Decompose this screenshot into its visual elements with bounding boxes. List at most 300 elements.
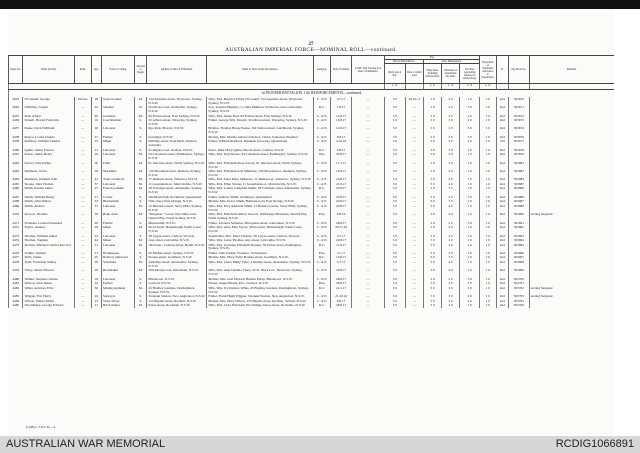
cell-allotment: 4 0 <box>441 261 460 269</box>
cell-net-rate: 2 0 <box>460 200 480 205</box>
cell-religion: R.C. <box>313 256 331 261</box>
cell-regtl-no: 4477 <box>9 256 23 261</box>
header-age: Age. <box>91 56 101 84</box>
cell-regtl-no: 4476 <box>9 252 23 257</box>
cell-next-of-kin: Mother, Mrs. Mary Tully, Bourke-street, Goulburn, N.S.W. <box>207 256 313 261</box>
cell-daily-rate: 5 0 <box>385 226 406 234</box>
cell-address: "Kingston," Lower Wycombe-road, Neutral Bay, North Sydney, N.S.W. <box>147 213 207 221</box>
cell-trade: Farmer <box>101 282 134 287</box>
cell-date-paid: — <box>405 243 424 251</box>
table-row <box>9 287 615 295</box>
cell-date-joining: 22.1.17 <box>331 287 352 295</box>
cell-age: 37 <box>91 205 101 213</box>
cell-date-joining: 20.8.17 <box>331 269 352 277</box>
cell-next-of-kin: Father, George Wm. Parnell, 32 Albion-street, Waverley, Sydney, N.S.W. <box>207 119 313 127</box>
cell-married: S. <box>135 299 147 304</box>
cell-separation: 1 0 <box>480 170 497 178</box>
cell-pay-book: 303684 <box>509 178 530 183</box>
header-religion: Religion. <box>313 56 331 84</box>
cell-religion: C. of E. <box>313 178 331 183</box>
cell-net-rate: 2 0 <box>460 187 480 195</box>
cell-address: 12 Beaufort-street, Surry Hills, Sydney, N.S.W. <box>147 205 207 213</box>
cell-age: 19 <box>91 119 101 127</box>
cell-allotment: 3 0 <box>441 187 460 195</box>
cell-name: Quinn, James Francis <box>23 148 75 153</box>
cell-net-rate: 2 0 <box>460 119 480 127</box>
cell-separation: 1 0 <box>480 269 497 277</box>
cell-date-paid: — <box>405 170 424 178</box>
table-row <box>9 187 615 195</box>
cell-age: 24 <box>91 282 101 287</box>
cell-amf-unit: — <box>351 148 384 153</box>
cell-name: Thomas, Stephen <box>23 239 75 244</box>
cell-next-of-kin: Father, William Pettiford, Dunkeen (Gowrie), Queensland <box>207 140 313 148</box>
cell-next-of-kin: Wife, Mrs. Elvy Adelaide Smith, 12 Beaufort-street, Surry Hills, Sydney, N.S.W. <box>207 205 313 213</box>
cell-daily-rate-after: 5 0 <box>424 234 442 239</box>
cell-daily-rate: 5 0 <box>385 287 406 295</box>
cell-rank: — <box>75 136 92 141</box>
cell-age: 21 <box>91 252 101 257</box>
cell-allotment: 4 0 <box>441 226 460 234</box>
cell-rank: — <box>75 239 92 244</box>
cell-regtl-no: 4455 <box>9 114 23 119</box>
cell-address: Taranaki Station, New Angledool, N.S.W. <box>148 294 206 299</box>
cell-married: M. <box>135 243 147 251</box>
cell-date-joining: 3.7.17 <box>331 261 352 269</box>
cell-separation: 1 0 <box>480 256 497 261</box>
cell-address: 269 Albany-road, Petersham, N.S.W. <box>147 269 207 277</box>
cell-regtl-no: 4468 <box>9 200 23 205</box>
cell-age: 26 <box>91 153 101 161</box>
cell-separation: 1 0 <box>480 261 497 269</box>
cell-religion: C. of E. <box>313 97 331 105</box>
header-regtl-no: Regtl. No. <box>9 56 23 84</box>
cell-rank: — <box>75 278 92 283</box>
cell-daily-rate: 5 0 <box>385 106 406 114</box>
cell-address: Northcote-road, Glebeville, Sydney, N.S.W. <box>147 106 207 114</box>
cell-allotment: 2 0 <box>441 221 460 226</box>
nominal-roll-table <box>8 55 614 308</box>
cell-address: 11 Greenlands-st., Marrickville, N.S.W. <box>147 183 207 188</box>
cell-date-joining: 28.8.17 <box>331 304 352 309</box>
cell-rank: — <box>75 178 92 183</box>
cell-allotment: 4 0 <box>441 170 460 178</box>
cell-class: 2nd <box>496 261 508 269</box>
cell-amf-unit: — <box>351 287 384 295</box>
cell-name: Stanislas, Leonard Kennard <box>23 221 75 226</box>
cell-next-of-kin: Mother, Mrs. Jane Monson Burkett Purdy, Blacktown, N.S.W. <box>207 278 313 283</box>
cell-pay-book: 303696 <box>509 252 530 257</box>
cell-allotment: 4 0 <box>441 304 460 309</box>
cell-religion: C. of E. <box>313 136 331 141</box>
cell-amf-unit: — <box>351 213 384 221</box>
cell-date-paid: — <box>405 282 424 287</box>
cell-class: 2nd <box>496 299 508 304</box>
cell-remarks <box>529 243 614 251</box>
cell-next-of-kin: Wife, Mrs. Beatrice Emily O'Connell, 132 Australia-street, Newtown, Sydney, N.S.W. <box>207 97 313 105</box>
cell-daily-rate-after: 5 0 <box>424 200 442 205</box>
cell-remarks <box>529 170 614 178</box>
cell-trade: Brick maker <box>101 304 134 309</box>
cell-daily-rate-after: 5 0 <box>424 97 442 105</box>
cell-amf-unit: — <box>351 153 384 161</box>
cell-regtl-no: 4469 <box>9 205 23 213</box>
cell-pay-book: 303686 <box>509 187 530 195</box>
cell-religion: R.C. <box>313 106 331 114</box>
cell-regtl-no: 4470 <box>9 213 23 221</box>
cell-trade: Bootmaker <box>101 269 134 277</box>
header-separation: Daily Rate of Separation Allowance to Dependants. <box>480 56 497 84</box>
cell-age: 21 <box>91 148 101 153</box>
cell-pay-book: 303688 <box>509 205 530 213</box>
cell-net-rate: 1 0 <box>460 213 480 221</box>
cell-married: M. <box>135 226 147 234</box>
cell-amf-unit: — <box>351 243 384 251</box>
cell-rank: — <box>75 148 92 153</box>
cell-regtl-no: 4482 <box>9 287 23 295</box>
cell-daily-rate-after: 5 0 <box>424 278 442 283</box>
cell-amf-unit: — <box>351 178 384 183</box>
cell-name: Tyler, Frederick Sidney <box>23 261 75 269</box>
cell-name: Smith, William Henry <box>23 196 75 201</box>
cell-religion: C. of E. <box>313 170 331 178</box>
cell-name: O'Malley, Joseph <box>23 106 75 114</box>
cell-amf-unit: — <box>351 187 384 195</box>
cell-pay-book: 303705 <box>509 299 530 304</box>
cell-allotment: 2 0 <box>441 106 460 114</box>
cell-date-joining: 16.8.17 <box>331 178 352 183</box>
cell-amf-unit: — <box>351 226 384 234</box>
cell-date-joining: 21.8.17 <box>331 183 352 188</box>
cell-pay-book: 303681 <box>509 161 530 169</box>
header-rank: Rank. <box>75 56 92 84</box>
cell-pay-book: 303695 <box>509 243 530 251</box>
cell-religion: C. of E. <box>313 196 331 201</box>
cell-religion: R.C. <box>313 304 331 309</box>
cell-age: 39 <box>91 170 101 178</box>
cell-trade: Bank clerk <box>101 213 134 221</box>
cell-date-paid: — <box>405 239 424 244</box>
cell-daily-rate: 5 0 <box>385 161 406 169</box>
cell-separation: 1 0 <box>480 119 497 127</box>
cell-separation: 1 0 <box>480 295 497 300</box>
cell-date-paid: — <box>405 278 424 283</box>
cell-class: 2nd <box>496 119 508 127</box>
cell-class: 2nd <box>496 304 508 309</box>
cell-address: 4 Dudley-street, Alexandria, Sydney, N.S.W. <box>147 261 207 269</box>
cell-date-paid: — <box>405 161 424 169</box>
cell-married: M. <box>135 261 147 269</box>
cell-age: 40 <box>91 114 101 119</box>
cell-class: 2nd <box>496 153 508 161</box>
cell-daily-rate-after: 5 0 <box>424 140 442 148</box>
cell-name: Wooldridge, George Edward <box>23 304 75 309</box>
cell-separation: 1 0 <box>480 178 497 183</box>
cell-rank: — <box>75 119 92 127</box>
cell-married: M. <box>135 304 147 309</box>
cell-trade: Labourer <box>101 148 134 153</box>
cell-address: Nile-street, East Orange, N.S.W. <box>147 200 207 205</box>
cell-allotment: 4 0 <box>441 153 460 161</box>
cell-rank: — <box>75 304 92 309</box>
cell-daily-rate: 5 0 <box>385 234 406 239</box>
cell-date-paid: — <box>405 261 424 269</box>
cell-rank: — <box>75 287 92 295</box>
cell-net-rate: 1 0 <box>460 153 480 161</box>
cell-allotment: 3 0 <box>441 119 460 127</box>
cell-allotment: 4 0 <box>441 239 460 244</box>
cell-class: 2nd <box>496 161 508 169</box>
cell-amf-unit: — <box>351 97 384 105</box>
cell-separation: 1 0 <box>480 183 497 188</box>
cell-daily-rate-after: 5 0 <box>424 299 442 304</box>
cell-name: Wiggan, Eric Harry <box>23 295 75 300</box>
cell-rank: — <box>75 226 92 234</box>
cell-allotment: 2 0 <box>441 127 460 135</box>
cell-age: 20 <box>91 221 101 226</box>
cell-amf-unit: — <box>351 196 384 201</box>
cell-married: M. <box>135 269 147 277</box>
cell-religion: C. of E. <box>313 295 331 300</box>
cell-trade: Labourer <box>101 278 134 283</box>
cell-trade: Machinist <box>101 170 134 178</box>
record-id: RCDIG1066891 <box>555 438 634 450</box>
cell-married: M. <box>135 287 147 295</box>
cell-trade: Gardener <box>101 114 134 119</box>
cell-separation: 1 0 <box>480 200 497 205</box>
cell-next-of-kin: Father, John Tonkin, Clarence, Swinseland <box>207 252 313 257</box>
cell-name: Smith, Andrew <box>23 205 75 213</box>
cell-class: 2nd <box>496 200 508 205</box>
cell-net-rate: 3 0 <box>460 136 480 141</box>
cell-daily-rate-after: 5 0 <box>424 252 442 257</box>
header-pay: Pay. <box>385 56 480 60</box>
cell-trade: Bookkeeper <box>101 252 134 257</box>
cell-daily-rate: 5 0 <box>385 119 406 127</box>
cell-net-rate: 3 0 <box>460 127 480 135</box>
cell-daily-rate: 5 0 <box>385 205 406 213</box>
cell-trade: Labourer <box>101 127 134 135</box>
cell-religion: C. of E. <box>313 278 331 283</box>
cell-date-joining: 16.8.17 <box>331 170 352 178</box>
cell-married: S. <box>135 234 147 239</box>
cell-married: S. <box>135 278 147 283</box>
cell-class: 2nd <box>496 170 508 178</box>
units-label: s. d. <box>480 84 497 90</box>
cell-amf-unit: — <box>351 221 384 226</box>
cell-name: Viney, Albert Edward <box>23 269 75 277</box>
cell-daily-rate: 5 0 <box>385 114 406 119</box>
cell-pay-book: 303678 <box>509 148 530 153</box>
cell-daily-rate-after: 5 0 <box>424 213 442 221</box>
cell-trade: Tram conductor <box>101 178 134 183</box>
cell-rank: — <box>75 269 92 277</box>
cell-age: 29 <box>91 269 101 277</box>
cell-date-paid: — <box>405 213 424 221</box>
cell-age: 44 <box>91 239 101 244</box>
cell-regtl-no: 4459 <box>9 140 23 148</box>
cell-next-of-kin: Wife, Mrs. Katy Rouse, 64 Caledonia-street, Paddington, Sydney, N.S.W. <box>207 153 313 161</box>
cell-married: M. <box>135 114 147 119</box>
cell-regtl-no: 4625 <box>9 97 23 105</box>
cell-trade: Labourer <box>101 243 134 251</box>
cell-religion: C. of E. <box>313 226 331 234</box>
cell-class: 2nd <box>496 213 508 221</box>
cell-next-of-kin: Wife, Mrs. Janet Mary Simmons, 17 Denison-st., Waterloo, Sydney, N.S.W. <box>207 178 313 183</box>
cell-date-paid: — <box>405 153 424 161</box>
cell-date-joining: 28.8.17 <box>331 282 352 287</box>
cell-date-joining: 14.8.17 <box>331 127 352 135</box>
cell-rank: — <box>75 106 92 114</box>
cell-age: 28 <box>91 97 101 105</box>
cell-address: 81 Junction-street, North Sydney, N.S.W. <box>147 161 207 169</box>
cell-class: 2nd <box>496 234 508 239</box>
cell-regtl-no: 4471 <box>9 221 23 226</box>
cell-regtl-no: 4478 <box>9 261 23 269</box>
cell-pay-book: 303693 <box>509 234 530 239</box>
header-daily-rate: Daily rate of Pay. <box>385 64 406 84</box>
cell-trade: Miner <box>101 226 134 234</box>
table-row <box>9 269 615 277</box>
cell-date-paid: — <box>405 256 424 261</box>
cell-class: 2nd <box>496 226 508 234</box>
cell-allotment: 3 0 <box>441 256 460 261</box>
cell-amf-unit: — <box>351 304 384 309</box>
cell-date-joining: 28.8.17 <box>331 278 352 283</box>
cell-date-paid: — <box>405 287 424 295</box>
cell-date-joining: 3.7.17 <box>331 234 352 239</box>
cell-age: 36 <box>91 161 101 169</box>
cell-date-paid: — <box>405 269 424 277</box>
cell-amf-unit: — <box>351 119 384 127</box>
cell-regtl-no: 4481 <box>9 282 23 287</box>
cell-daily-rate-after: 5 0 <box>424 196 442 201</box>
cell-date-joining: 20.8.17 <box>331 200 352 205</box>
cell-date-joining: 20.8.17 <box>331 187 352 195</box>
cell-married: M. <box>135 170 147 178</box>
cell-remarks <box>529 226 614 234</box>
cell-address: 38 Lygon-street, Carlton, Victoria <box>147 234 207 239</box>
header-allotment: Allotment to dependants per diem. <box>441 64 460 84</box>
cell-pay-book: 303689 <box>509 196 530 201</box>
cell-rank: — <box>75 200 92 205</box>
cell-daily-rate-after: 5 0 <box>424 136 442 141</box>
cell-amf-unit: — <box>351 136 384 141</box>
cell-address: 480 Hay-street, East Perth, Western Australia <box>147 140 207 148</box>
table-row <box>9 153 615 161</box>
cell-religion: R.C. <box>313 148 331 153</box>
cell-remarks <box>529 127 614 135</box>
cell-daily-rate-after: 5 0 <box>424 114 442 119</box>
cell-address: 84 Forbes-street, East Sydney, N.S.W. <box>147 114 207 119</box>
cell-net-rate: 1 0 <box>460 183 480 188</box>
cell-married: S. <box>135 136 147 141</box>
cell-allotment: 4 0 <box>441 183 460 188</box>
cell-separation: 1 0 <box>480 106 497 114</box>
cell-next-of-kin: Stepmother, Mrs. Mary Thomas, 38 Lygon-street, Carlton, Victoria <box>207 234 313 239</box>
header-daily-rate-after: Daily Rate, including Deferred Pay. <box>424 64 442 84</box>
cell-daily-rate: 5 0 <box>385 97 406 105</box>
cell-married: M. <box>135 187 147 195</box>
header-class: Cl. <box>496 56 508 84</box>
table-row <box>9 226 615 234</box>
cell-regtl-no: 4461 <box>9 153 23 161</box>
cell-amf-unit: — <box>351 278 384 283</box>
cell-married: S. <box>135 282 147 287</box>
cell-regtl-no: 4466 <box>9 187 23 195</box>
cell-daily-rate-after: 5 0 <box>424 304 442 309</box>
cell-daily-rate: 5 0 <box>385 256 406 261</box>
cell-date-paid: — <box>405 200 424 205</box>
table-row <box>9 205 615 213</box>
cell-name: Smith, Patrick James <box>23 187 75 195</box>
cell-amf-unit: — <box>351 106 384 114</box>
cell-separation: 1 0 <box>480 187 497 195</box>
table-row <box>9 161 615 169</box>
cell-date-paid: — <box>405 114 424 119</box>
cell-class: 2nd <box>496 252 508 257</box>
cell-date-paid: — <box>405 106 424 114</box>
cell-rank: — <box>75 213 92 221</box>
cell-net-rate: 3 0 <box>460 106 480 114</box>
cell-separation: 1 0 <box>480 226 497 234</box>
cell-next-of-kin: Wife, Mrs. Gertrude Elizabeth Tiernan, 78 Union-street, Paddington, Sydney, N.S.W. <box>207 243 313 251</box>
cell-regtl-no: 4467 <box>9 196 23 201</box>
cell-daily-rate-after: 5 0 <box>424 119 442 127</box>
cell-daily-rate: 5 0 <box>385 221 406 226</box>
cell-date-paid: — <box>405 187 424 195</box>
cell-pay-book: 303674 <box>509 127 530 135</box>
cell-net-rate: 2 0 <box>460 140 480 148</box>
cell-name: Walker, Stephen Charles <box>23 278 75 283</box>
cell-class: 2nd <box>496 183 508 188</box>
cell-name: Tully, James <box>23 256 75 261</box>
cell-religion: R.C. <box>313 187 331 195</box>
cell-daily-rate: 5 0 <box>385 200 406 205</box>
cell-daily-rate: 5 0 <box>385 127 406 135</box>
cell-amf-unit: — <box>351 256 384 261</box>
cell-pay-book: 303677 <box>509 140 530 148</box>
cell-trade: Fitter <box>101 161 134 169</box>
cell-date-joining: 4.7.17 <box>331 97 352 105</box>
cell-regtl-no: 4484 <box>9 299 23 304</box>
cell-married: S. <box>135 221 147 226</box>
scan-top-edge <box>0 0 640 9</box>
cell-age: 31 <box>91 243 101 251</box>
cell-address: Rye Park, Bowral, N.S.W. <box>147 127 207 135</box>
cell-trade: Miner <box>101 140 134 148</box>
cell-daily-rate: 5 0 <box>385 261 406 269</box>
cell-daily-rate-after: 5 0 <box>424 261 442 269</box>
cell-regtl-no: 4626 <box>9 106 23 114</box>
cell-next-of-kin: Wife, Mrs. Ellen Sloane, 11 Greenlands-st., Marrickville, N.S.W. <box>207 183 313 188</box>
cell-date-paid: 26.10.17 <box>405 97 424 105</box>
cell-allotment: 4 0 <box>441 97 460 105</box>
cell-next-of-kin: Mother, Mrs. Mary Wilson, 133 Baptist-street, Redfern, Sydney, N.S.W. <box>207 299 313 304</box>
cell-date-paid: — <box>405 252 424 257</box>
cell-next-of-kin: Wife, Mrs. Lucie Thomas, Any-street, Lidcombe, N.S.W. <box>207 239 313 244</box>
cell-name: Smith, John Dalton <box>23 200 75 205</box>
cell-net-rate: 3 0 <box>460 196 480 201</box>
cell-daily-rate-after: 5 0 <box>424 256 442 261</box>
cell-daily-rate: 5 0 <box>385 140 406 148</box>
cell-pay-book: 303703 <box>509 295 530 300</box>
cell-allotment: 3 0 <box>441 161 460 169</box>
cell-allotment: 3 0 <box>441 295 460 300</box>
cell-rank: — <box>75 114 92 119</box>
cell-date-joining: 3.7.17 <box>331 252 352 257</box>
cell-net-rate: 1 0 <box>460 261 480 269</box>
